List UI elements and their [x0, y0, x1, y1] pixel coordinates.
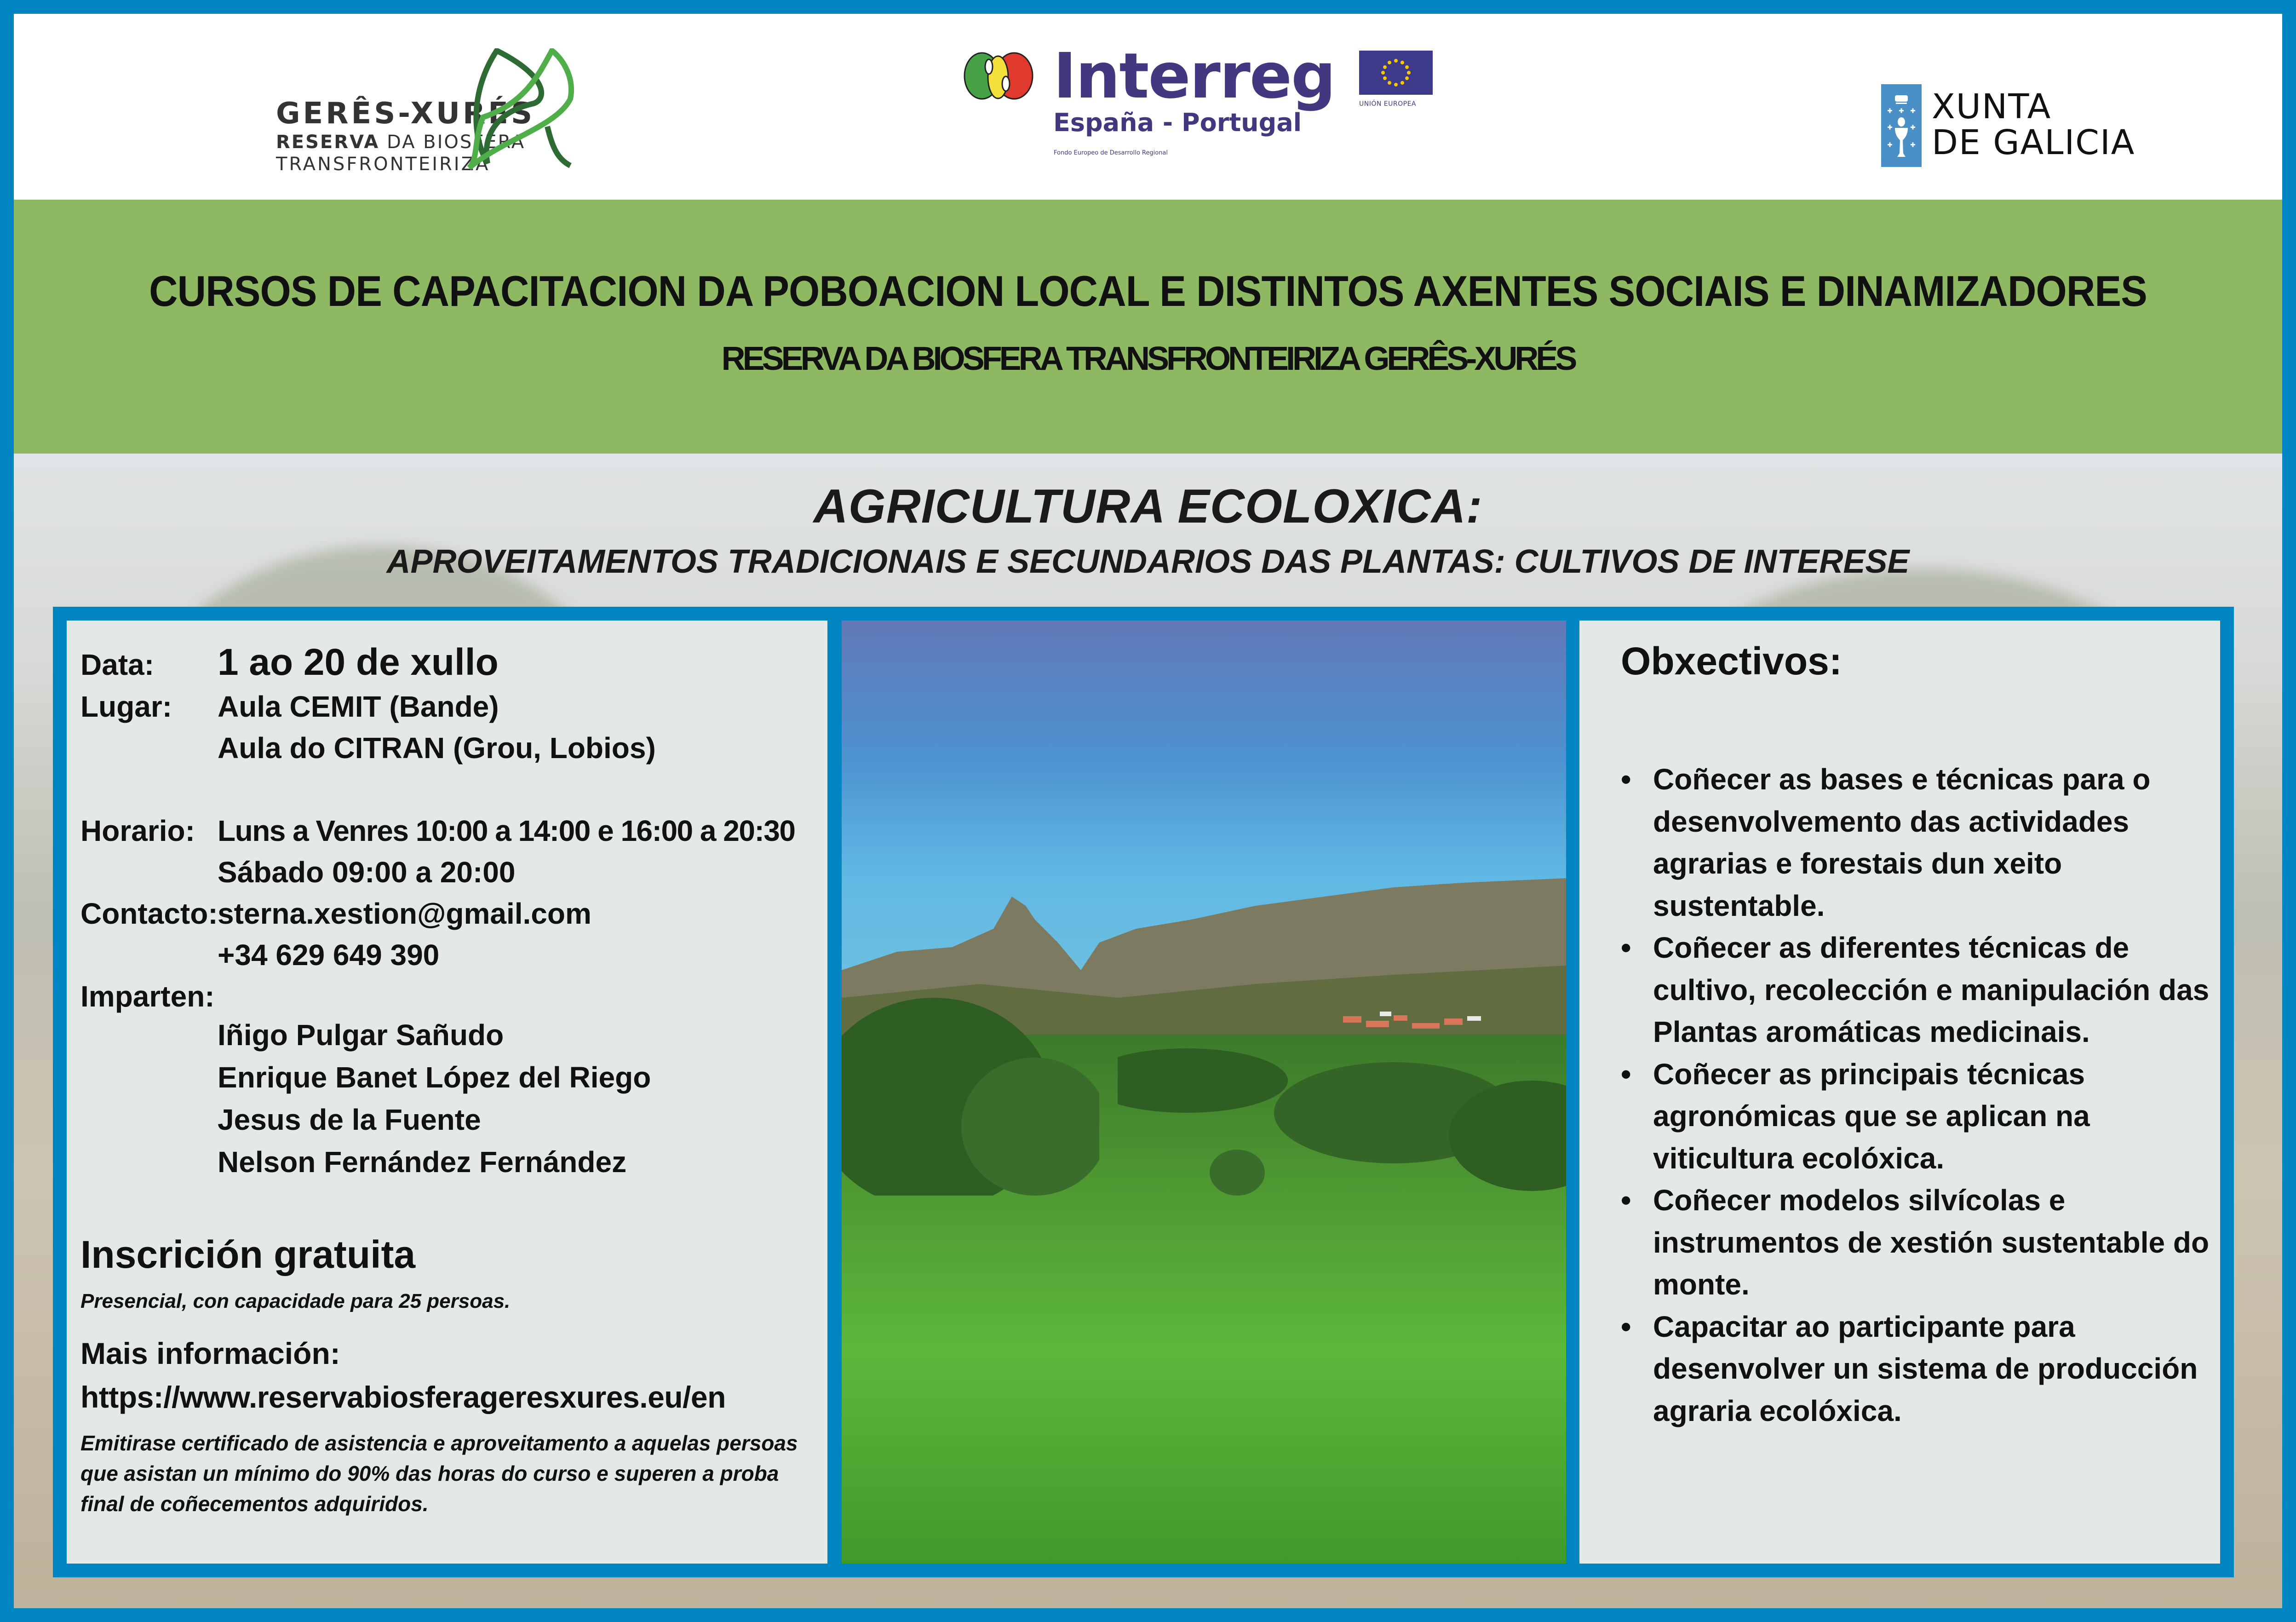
xunta-de-galicia-logo — [1881, 84, 2175, 172]
interreg-logo — [964, 40, 1424, 170]
schedule-label: Horario: — [80, 814, 195, 847]
xunta-line2: DE GALICIA — [1932, 123, 2135, 162]
program-subtitle: RESERVA DA BIOSFERA TRANSFRONTEIRIZA GERÊS-XURÉS — [721, 340, 1575, 377]
objectives-panel — [1579, 621, 2220, 1564]
registration-title: Inscrición gratuita — [80, 1233, 416, 1276]
geres-logo-biosfera: DA BIOSFERA — [379, 132, 526, 153]
xunta-line1: XUNTA — [1932, 87, 2052, 127]
course-subtitle: APROVEITAMENTOS TRADICIONAIS E SECUNDARIOS DAS PLANTAS: CULTIVOS DE INTERESE — [386, 543, 1910, 580]
geres-logo-title: GERÊS-XURÉS — [276, 97, 535, 131]
contact-phone: +34 629 649 390 — [218, 938, 440, 972]
logo-header — [14, 14, 2282, 200]
place-value-2: Aula do CITRAN (Grou, Lobios) — [218, 731, 656, 765]
certificate-note: Emitirase certificado de asistencia e aproveitamento a aquelas persoas que asistan un mínimo do 90% das horas do curso e superen a proba final de coñecementos adquiridos. — [80, 1431, 798, 1516]
contact-email-link[interactable]: sterna.xestion@gmail.com — [218, 897, 591, 930]
geres-xures-logo — [221, 35, 635, 177]
title-band — [14, 200, 2282, 454]
instructors-label: Imparten: — [80, 980, 215, 1013]
schedule-row — [80, 816, 795, 846]
program-title: CURSOS DE CAPACITACION DA POBOACION LOCAL E DISTINTOS AXENTES SOCIAIS E DINAMIZADORES — [149, 267, 2147, 315]
instructor: Iñigo Pulgar Sañudo — [218, 1018, 504, 1052]
schedule-value-1: Luns a Venres 10:00 a 14:00 e 16:00 a 20:30 — [218, 814, 795, 847]
trees — [842, 989, 1099, 1196]
instructor: Jesus de la Fuente — [218, 1103, 481, 1136]
place-label: Lugar: — [80, 690, 172, 723]
objective-item: • Capacitar ao participante para desenvolver un sistema de producción agraria ecolóxica. — [1621, 1306, 2214, 1432]
website-link[interactable]: https://www.reservabiosferageresxures.eu/en — [80, 1380, 726, 1414]
woodland — [1118, 1044, 1566, 1228]
more-info-title: Mais información: — [80, 1336, 340, 1370]
poster — [14, 14, 2282, 1608]
leaf-bird-icon — [465, 48, 580, 173]
eu-flag-icon — [1359, 51, 1433, 95]
geres-logo-transfronteiriza: TRANSFRONTEIRIZA — [276, 154, 490, 175]
place-value-1: Aula CEMIT (Bande) — [218, 690, 499, 723]
bullet-icon: • — [1621, 931, 1631, 964]
date-label: Data: — [80, 648, 155, 681]
instructor: Nelson Fernández Fernández — [218, 1145, 627, 1179]
objectives-title: Obxectivos: — [1621, 639, 1842, 683]
course-title: AGRICULTURA ECOLOXICA: — [813, 480, 1483, 533]
contact-label: Contacto: — [80, 897, 218, 930]
instructor: Enrique Banet López del Riego — [218, 1061, 651, 1094]
geres-logo-reserva: RESERVA — [276, 132, 380, 153]
objective-item: • Coñecer modelos silvícolas e instrumentos de xestión sustentable do monte. — [1621, 1179, 2214, 1306]
objectives-list — [1621, 759, 2214, 1432]
interreg-subtitle: España - Portugal — [1053, 108, 1302, 137]
landscape-photo — [842, 621, 1566, 1564]
bullet-icon: • — [1621, 1310, 1631, 1343]
place-row — [80, 692, 499, 721]
instructors-list — [218, 1014, 651, 1183]
details-panel — [67, 621, 827, 1564]
interreg-emblem-icon — [964, 51, 1035, 101]
registration-note: Presencial, con capacidade para 25 persoas. — [80, 1290, 511, 1312]
eu-label: UNIÓN EUROPEA — [1359, 100, 1416, 108]
objective-item: • Coñecer as principais técnicas agronómicas que se aplican na viticultura ecolóxica. — [1621, 1053, 2214, 1180]
galicia-shield-icon — [1881, 84, 1922, 167]
bullet-icon: • — [1621, 1184, 1631, 1217]
objective-item: • Coñecer as diferentes técnicas de cultivo, recolección e manipulación das Plantas aromáticas medicinais. — [1621, 927, 2214, 1053]
date-value: 1 ao 20 de xullo — [218, 641, 499, 683]
interreg-wordmark: Interreg — [1053, 40, 1335, 113]
content-box — [53, 607, 2234, 1577]
schedule-value-2: Sábado 09:00 a 20:00 — [218, 856, 516, 889]
bullet-icon: • — [1621, 1057, 1631, 1091]
date-row — [80, 641, 499, 683]
objective-item: • Coñecer as bases e técnicas para o desenvolvemento das actividades agrarias e forestais dun xeito sustentable. — [1621, 759, 2214, 927]
bullet-icon: • — [1621, 763, 1631, 796]
interreg-fund-label: Fondo Europeo de Desarrollo Regional — [1054, 150, 1168, 156]
contact-row — [80, 899, 591, 928]
